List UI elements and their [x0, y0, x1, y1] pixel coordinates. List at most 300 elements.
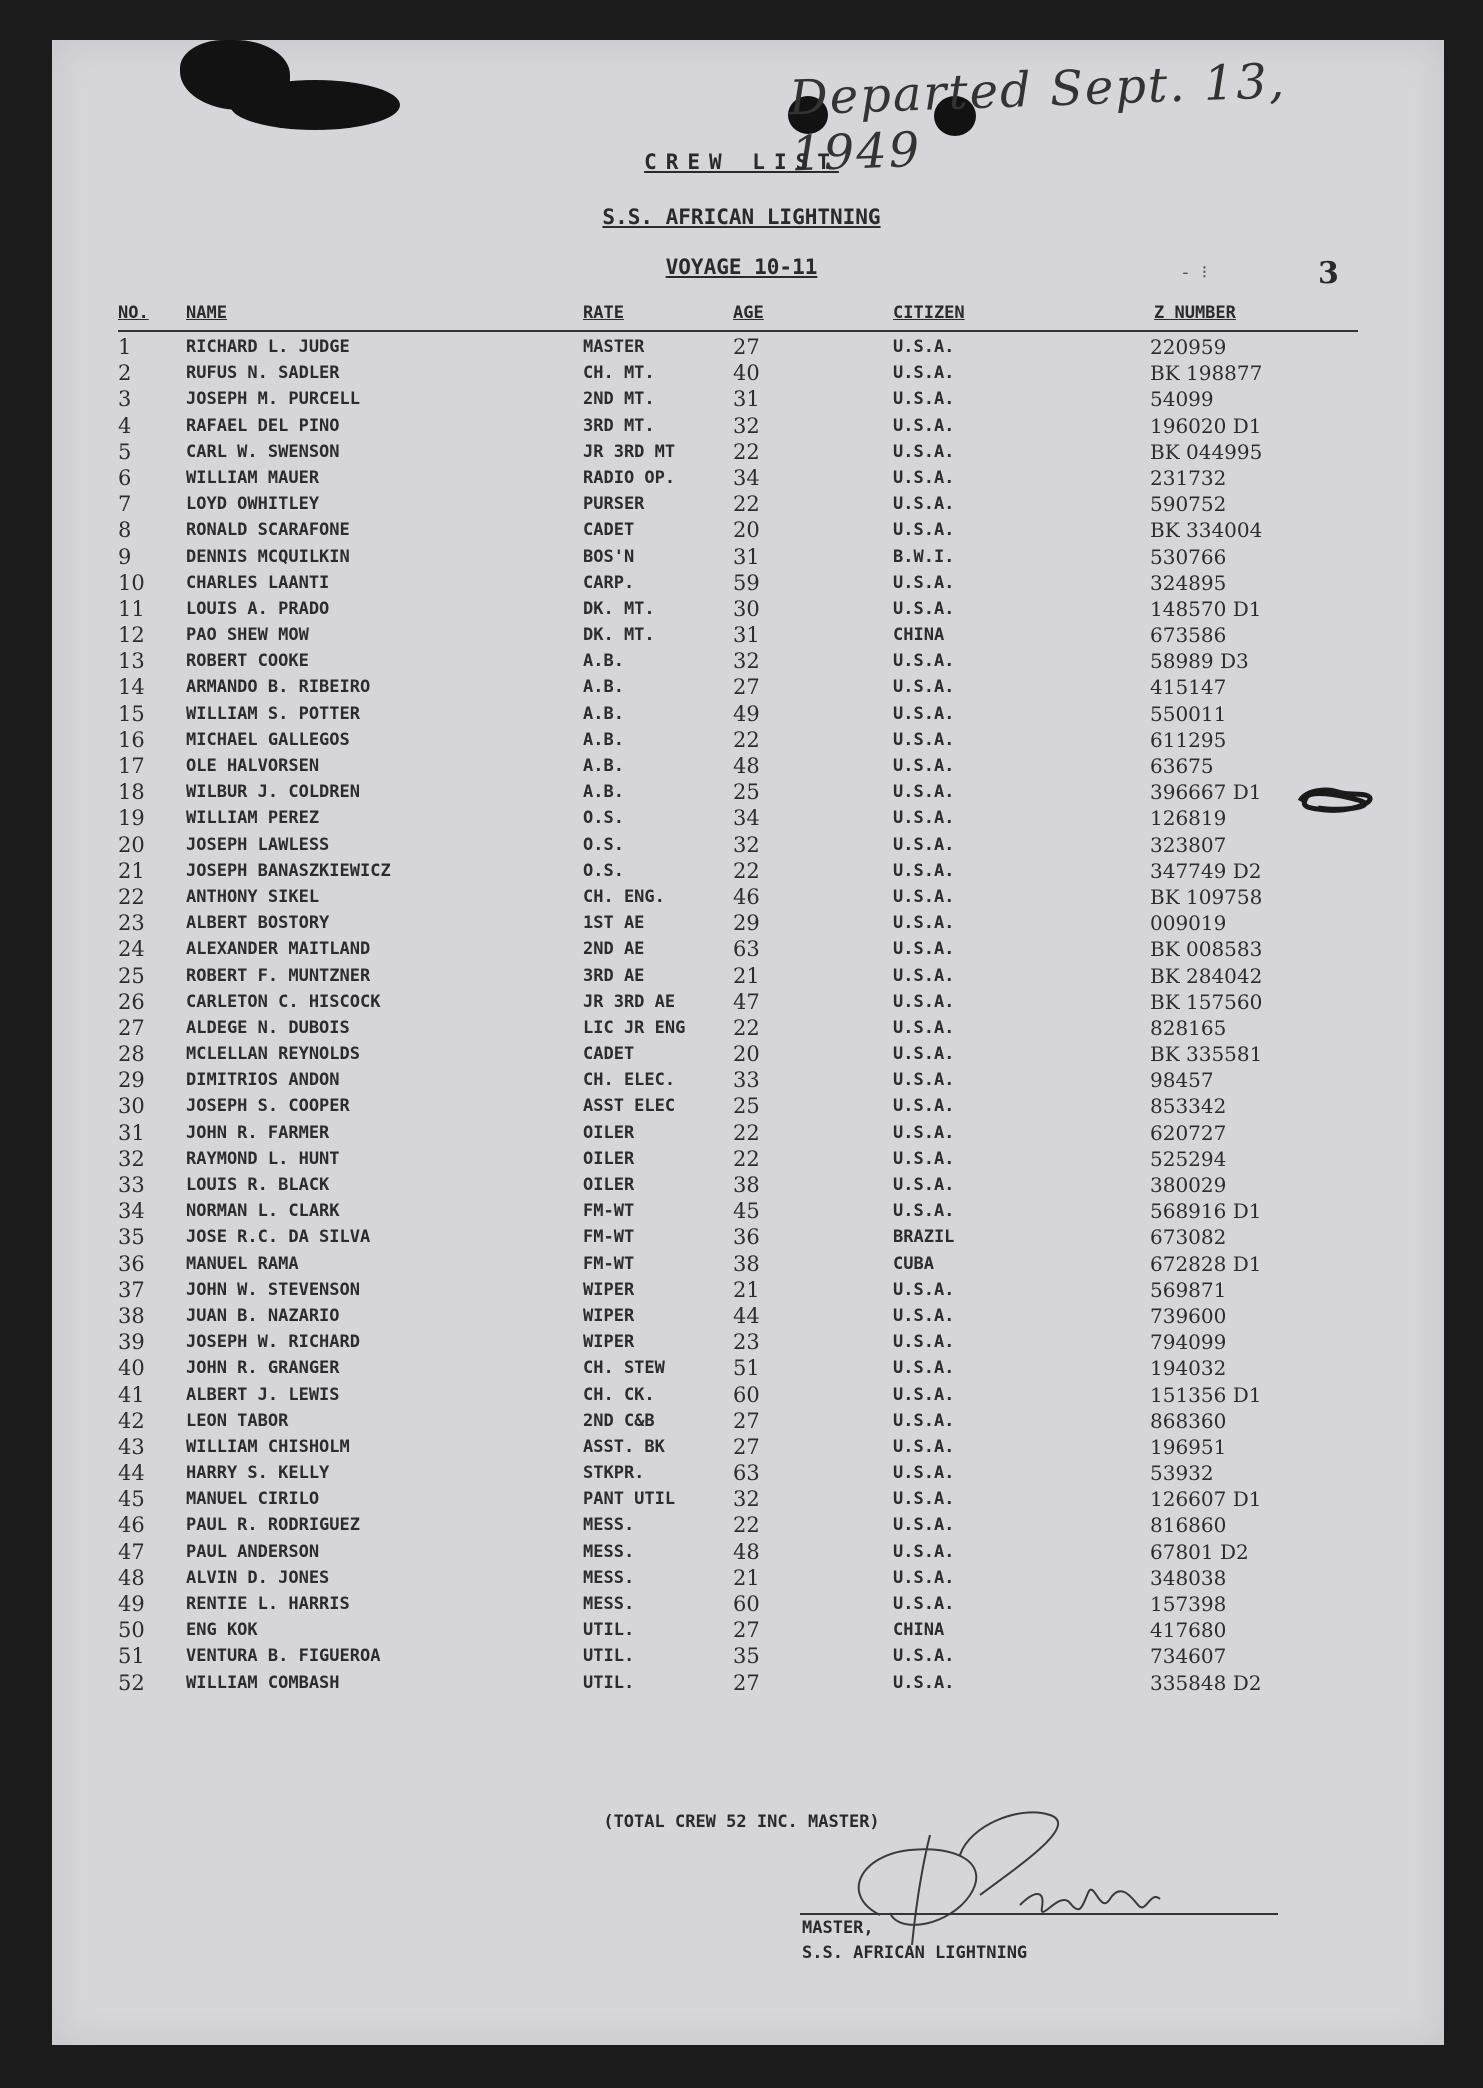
- crew-z-number: 54099: [1150, 387, 1214, 412]
- crew-z-number: 196020 D1: [1150, 413, 1262, 438]
- crew-age: 46: [733, 884, 760, 909]
- crew-z-number: 794099: [1150, 1330, 1227, 1355]
- crew-number: 13: [118, 649, 145, 674]
- crew-age: 35: [733, 1644, 760, 1669]
- crew-age: 48: [733, 1539, 760, 1564]
- crew-citizen: U.S.A.: [893, 1410, 955, 1431]
- crew-z-number: 530766: [1150, 544, 1227, 569]
- crew-number: 39: [118, 1330, 145, 1355]
- column-header-citizen: CITIZEN: [893, 303, 965, 323]
- crew-name: LOUIS R. BLACK: [186, 1175, 330, 1195]
- crew-citizen: U.S.A.: [893, 1017, 955, 1038]
- crew-citizen: U.S.A.: [893, 337, 955, 357]
- crew-z-number: 417680: [1150, 1618, 1227, 1643]
- crew-rate: A.B.: [583, 677, 624, 698]
- table-row: [0, 1565, 1483, 1591]
- crew-number: 6: [118, 465, 132, 490]
- signature-line: [800, 1913, 1278, 1915]
- crew-age: 51: [733, 1356, 760, 1381]
- crew-z-number: 734607: [1150, 1644, 1227, 1669]
- crew-number: 43: [118, 1434, 145, 1459]
- crew-age: 38: [733, 1251, 760, 1276]
- crew-rate: UTIL.: [583, 1672, 635, 1693]
- crew-number: 51: [118, 1644, 145, 1669]
- crew-number: 5: [118, 439, 132, 464]
- crew-name: RICHARD L. JUDGE: [186, 337, 350, 357]
- table-row: [0, 544, 1483, 570]
- crew-rate: FM-WT: [583, 1227, 635, 1248]
- crew-z-number: 347749 D2: [1150, 858, 1262, 883]
- crew-citizen: U.S.A.: [893, 1541, 955, 1562]
- document-title: CREW LIST: [644, 150, 839, 174]
- crew-z-number: BK 109758: [1150, 884, 1263, 909]
- crew-name: PAUL R. RODRIGUEZ: [186, 1515, 360, 1536]
- signature-title: MASTER,: [802, 1918, 874, 1938]
- table-row: [0, 1382, 1483, 1408]
- crew-name: VENTURA B. FIGUEROA: [186, 1646, 381, 1667]
- crew-name: RENTIE L. HARRIS: [186, 1594, 350, 1614]
- crew-z-number: 58989 D3: [1150, 649, 1249, 674]
- crew-rate: CH. CK.: [583, 1384, 655, 1405]
- crew-rate: A.B.: [583, 651, 624, 672]
- crew-name: WILLIAM COMBASH: [186, 1672, 340, 1693]
- handwritten-date: Departed Sept. 13, 1949: [788, 53, 1287, 183]
- crew-number: 28: [118, 1042, 145, 1067]
- crew-rate: BOS'N: [583, 546, 635, 567]
- crew-z-number: 335848 D2: [1150, 1670, 1262, 1695]
- crew-age: 30: [733, 596, 760, 621]
- crew-rate: RADIO OP.: [583, 467, 676, 488]
- crew-rate: JR 3RD MT: [583, 441, 676, 462]
- crew-z-number: BK 157560: [1150, 989, 1263, 1014]
- table-row: [0, 1539, 1483, 1565]
- crew-z-number: 220959: [1150, 335, 1227, 359]
- crew-rate: ASST. BK: [583, 1436, 665, 1457]
- crew-citizen: U.S.A.: [893, 598, 955, 619]
- crew-name: ANTHONY SIKEL: [186, 886, 320, 907]
- table-row: [0, 1643, 1483, 1669]
- crew-rate: 1ST AE: [583, 913, 645, 934]
- crew-age: 48: [733, 754, 760, 778]
- table-row: [0, 1120, 1483, 1146]
- crew-citizen: U.S.A.: [893, 1201, 955, 1222]
- crew-number: 9: [118, 544, 132, 569]
- crew-name: OLE HALVORSEN: [186, 756, 320, 776]
- column-header-no: NO.: [118, 303, 149, 323]
- table-row: [0, 910, 1483, 936]
- crew-z-number: 151356 D1: [1150, 1382, 1262, 1407]
- crew-z-number: 323807: [1150, 832, 1227, 857]
- crew-citizen: U.S.A.: [893, 1044, 955, 1065]
- crew-rate: 3RD AE: [583, 965, 645, 986]
- crew-rate: MASTER: [583, 337, 645, 357]
- crew-name: HARRY S. KELLY: [186, 1463, 330, 1484]
- crew-name: WILBUR J. COLDREN: [186, 782, 360, 803]
- crew-z-number: BK 335581: [1150, 1042, 1263, 1067]
- crew-number: 11: [118, 596, 145, 621]
- table-row: [0, 570, 1483, 596]
- crew-name: JUAN B. NAZARIO: [186, 1305, 340, 1326]
- table-row: [0, 1041, 1483, 1067]
- crew-citizen: U.S.A.: [893, 389, 955, 410]
- table-row: [0, 1460, 1483, 1486]
- crew-citizen: U.S.A.: [893, 756, 955, 776]
- table-row: [0, 1172, 1483, 1198]
- crew-age: 32: [733, 413, 760, 438]
- crew-name: RAYMOND L. HUNT: [186, 1148, 340, 1169]
- crew-number: 44: [118, 1461, 145, 1486]
- crew-z-number: 194032: [1150, 1356, 1227, 1381]
- crew-name: MANUEL CIRILO: [186, 1489, 320, 1510]
- crew-age: 27: [733, 1408, 760, 1433]
- table-row: [0, 596, 1483, 622]
- table-row: [0, 963, 1483, 989]
- crew-rate: MESS.: [583, 1594, 635, 1614]
- crew-name: ENG KOK: [186, 1620, 258, 1641]
- crew-citizen: U.S.A.: [893, 886, 955, 907]
- crew-rate: 2ND C&B: [583, 1410, 655, 1431]
- crew-citizen: U.S.A.: [893, 494, 955, 515]
- crew-rate: MESS.: [583, 1515, 635, 1536]
- crew-citizen: U.S.A.: [893, 1175, 955, 1195]
- crew-citizen: U.S.A.: [893, 1305, 955, 1326]
- crew-table: [0, 334, 1483, 1696]
- crew-citizen: U.S.A.: [893, 1148, 955, 1169]
- crew-age: 22: [733, 439, 760, 464]
- crew-name: JOSEPH BANASZKIEWICZ: [186, 860, 391, 881]
- crew-name: RONALD SCARAFONE: [186, 520, 350, 541]
- crew-age: 31: [733, 544, 760, 569]
- table-row: [0, 648, 1483, 674]
- crew-z-number: 324895: [1150, 570, 1227, 595]
- crew-name: JOHN R. FARMER: [186, 1122, 330, 1143]
- crew-age: 34: [733, 465, 760, 490]
- crew-age: 36: [733, 1225, 760, 1250]
- crew-number: 19: [118, 806, 145, 831]
- crew-citizen: U.S.A.: [893, 1515, 955, 1536]
- crew-name: CARLETON C. HISCOCK: [186, 991, 381, 1012]
- crew-name: ALVIN D. JONES: [186, 1567, 330, 1588]
- page-mark: - ⁝: [1180, 262, 1208, 283]
- crew-z-number: 231732: [1150, 465, 1227, 490]
- crew-citizen: B.W.I.: [893, 546, 955, 567]
- crew-citizen: U.S.A.: [893, 363, 955, 384]
- crew-z-number: 816860: [1150, 1513, 1227, 1538]
- crew-number: 33: [118, 1173, 145, 1197]
- crew-rate: WIPER: [583, 1279, 635, 1300]
- crew-citizen: U.S.A.: [893, 808, 955, 829]
- crew-name: DENNIS MCQUILKIN: [186, 546, 350, 567]
- crew-number: 49: [118, 1592, 145, 1616]
- crew-number: 36: [118, 1251, 145, 1276]
- crew-citizen: U.S.A.: [893, 677, 955, 698]
- crew-citizen: U.S.A.: [893, 1332, 955, 1353]
- table-row: [0, 674, 1483, 700]
- crew-age: 60: [733, 1592, 760, 1616]
- crew-name: ALBERT J. LEWIS: [186, 1384, 340, 1405]
- table-row: [0, 1146, 1483, 1172]
- crew-rate: CADET: [583, 520, 635, 541]
- table-row: [0, 1512, 1483, 1538]
- crew-name: RUFUS N. SADLER: [186, 363, 340, 384]
- crew-name: JOSEPH S. COOPER: [186, 1096, 350, 1117]
- crew-number: 18: [118, 780, 145, 805]
- crew-number: 8: [118, 518, 132, 543]
- table-row: [0, 936, 1483, 962]
- crew-number: 21: [118, 858, 145, 883]
- crew-number: 22: [118, 884, 145, 909]
- table-row: [0, 884, 1483, 910]
- crew-citizen: U.S.A.: [893, 703, 955, 724]
- crew-number: 27: [118, 1015, 145, 1040]
- crew-rate: OILER: [583, 1122, 635, 1143]
- crew-number: 41: [118, 1382, 145, 1407]
- table-row: [0, 413, 1483, 439]
- crew-z-number: 525294: [1150, 1146, 1227, 1171]
- crew-z-number: 868360: [1150, 1408, 1227, 1433]
- page-number: 3: [1318, 256, 1339, 291]
- crew-z-number: 853342: [1150, 1094, 1227, 1119]
- column-header-name: NAME: [186, 303, 227, 323]
- crew-citizen: U.S.A.: [893, 1567, 955, 1588]
- crew-z-number: 126607 D1: [1150, 1487, 1262, 1512]
- crew-z-number: 739600: [1150, 1303, 1227, 1328]
- table-row: [0, 1355, 1483, 1381]
- crew-z-number: 380029: [1150, 1173, 1227, 1197]
- crew-age: 27: [733, 335, 760, 359]
- table-row: [0, 858, 1483, 884]
- crew-age: 22: [733, 858, 760, 883]
- crew-name: WILLIAM CHISHOLM: [186, 1436, 350, 1457]
- crew-age: 27: [733, 1670, 760, 1695]
- crew-age: 20: [733, 1042, 760, 1067]
- crew-age: 31: [733, 387, 760, 412]
- crew-age: 60: [733, 1382, 760, 1407]
- crew-number: 12: [118, 623, 145, 648]
- crew-name: PAO SHEW MOW: [186, 625, 309, 646]
- crew-z-number: BK 198877: [1150, 361, 1263, 386]
- table-row: [0, 622, 1483, 648]
- crew-age: 21: [733, 1277, 760, 1302]
- table-row: [0, 1303, 1483, 1329]
- crew-z-number: 590752: [1150, 492, 1227, 517]
- crew-citizen: U.S.A.: [893, 1436, 955, 1457]
- crew-age: 22: [733, 727, 760, 752]
- crew-number: 20: [118, 832, 145, 857]
- table-row: [0, 1617, 1483, 1643]
- crew-rate: CH. ENG.: [583, 886, 665, 907]
- crew-age: 32: [733, 1487, 760, 1512]
- crew-number: 34: [118, 1199, 145, 1224]
- crew-name: JOSEPH LAWLESS: [186, 834, 330, 855]
- crew-age: 32: [733, 832, 760, 857]
- crew-z-number: BK 008583: [1150, 937, 1263, 962]
- crew-name: JOSEPH M. PURCELL: [186, 389, 360, 410]
- crew-citizen: CHINA: [893, 625, 945, 646]
- crew-number: 48: [118, 1565, 145, 1590]
- table-row: [0, 465, 1483, 491]
- crew-number: 40: [118, 1356, 145, 1381]
- crew-name: MICHAEL GALLEGOS: [186, 729, 350, 750]
- crew-number: 37: [118, 1277, 145, 1302]
- crew-number: 30: [118, 1094, 145, 1119]
- table-row: [0, 386, 1483, 412]
- crew-age: 29: [733, 911, 760, 936]
- crew-age: 21: [733, 963, 760, 988]
- table-row: [0, 779, 1483, 805]
- crew-name: LOUIS A. PRADO: [186, 598, 330, 619]
- crew-name: ROBERT COOKE: [186, 651, 309, 672]
- crew-number: 15: [118, 701, 145, 726]
- crew-name: ROBERT F. MUNTZNER: [186, 965, 371, 986]
- crew-age: 25: [733, 780, 760, 805]
- table-row: [0, 360, 1483, 386]
- crew-citizen: U.S.A.: [893, 1672, 955, 1693]
- crew-z-number: 673586: [1150, 623, 1227, 648]
- table-row: [0, 1093, 1483, 1119]
- table-row: [0, 1067, 1483, 1093]
- crew-citizen: U.S.A.: [893, 939, 955, 960]
- crew-number: 24: [118, 937, 145, 962]
- table-row: [0, 989, 1483, 1015]
- crew-rate: CARP.: [583, 572, 635, 593]
- crew-number: 16: [118, 727, 145, 752]
- crew-number: 29: [118, 1068, 145, 1093]
- crew-citizen: U.S.A.: [893, 1463, 955, 1484]
- crew-rate: O.S.: [583, 834, 624, 855]
- crew-number: 47: [118, 1539, 145, 1564]
- crew-z-number: 568916 D1: [1150, 1199, 1262, 1224]
- crew-name: MANUEL RAMA: [186, 1253, 299, 1274]
- crew-citizen: U.S.A.: [893, 467, 955, 488]
- voyage-number: VOYAGE 10-11: [665, 255, 818, 279]
- crew-number: 1: [118, 335, 132, 359]
- crew-z-number: 611295: [1150, 727, 1227, 752]
- crew-age: 27: [733, 1618, 760, 1643]
- crew-name: PAUL ANDERSON: [186, 1541, 320, 1562]
- table-row: [0, 701, 1483, 727]
- crew-name: JOHN W. STEVENSON: [186, 1279, 360, 1300]
- table-row: [0, 1224, 1483, 1250]
- column-header-z-number: Z NUMBER: [1154, 303, 1236, 323]
- ship-name: S.S. AFRICAN LIGHTNING: [602, 205, 881, 229]
- crew-citizen: U.S.A.: [893, 965, 955, 986]
- crew-rate: 2ND AE: [583, 939, 645, 960]
- crew-age: 63: [733, 937, 760, 962]
- crew-rate: PURSER: [583, 494, 645, 515]
- crew-number: 4: [118, 413, 132, 438]
- crew-rate: MESS.: [583, 1567, 635, 1588]
- crew-age: 22: [733, 1146, 760, 1171]
- crew-number: 35: [118, 1225, 145, 1250]
- crew-citizen: U.S.A.: [893, 860, 955, 881]
- crew-citizen: U.S.A.: [893, 1279, 955, 1300]
- crew-age: 25: [733, 1094, 760, 1119]
- crew-citizen: U.S.A.: [893, 782, 955, 803]
- crew-age: 23: [733, 1330, 760, 1355]
- crew-name: WILLIAM S. POTTER: [186, 703, 360, 724]
- table-row: [0, 439, 1483, 465]
- table-row: [0, 1198, 1483, 1224]
- crew-number: 3: [118, 387, 132, 412]
- crew-age: 22: [733, 492, 760, 517]
- crew-number: 26: [118, 989, 145, 1014]
- crew-age: 44: [733, 1303, 760, 1328]
- crew-z-number: 67801 D2: [1150, 1539, 1249, 1564]
- crew-name: JOSEPH W. RICHARD: [186, 1332, 360, 1353]
- crew-rate: STKPR.: [583, 1463, 645, 1484]
- crew-rate: LIC JR ENG: [583, 1017, 686, 1038]
- crew-rate: O.S.: [583, 808, 624, 829]
- crew-z-number: 828165: [1150, 1015, 1227, 1040]
- crew-z-number: 98457: [1150, 1068, 1214, 1093]
- crew-name: MCLELLAN REYNOLDS: [186, 1044, 360, 1065]
- crew-z-number: 126819: [1150, 806, 1227, 831]
- crew-z-number: 63675: [1150, 754, 1214, 778]
- crew-number: 32: [118, 1146, 145, 1171]
- crew-rate: OILER: [583, 1148, 635, 1169]
- crew-age: 27: [733, 1434, 760, 1459]
- crew-name: ALDEGE N. DUBOIS: [186, 1017, 350, 1038]
- crew-citizen: BRAZIL: [893, 1227, 955, 1248]
- crew-citizen: CHINA: [893, 1620, 945, 1641]
- crew-name: ARMANDO B. RIBEIRO: [186, 677, 371, 698]
- crew-z-number: 620727: [1150, 1120, 1227, 1145]
- crew-citizen: U.S.A.: [893, 572, 955, 593]
- crew-number: 10: [118, 570, 145, 595]
- crew-age: 22: [733, 1120, 760, 1145]
- crew-number: 23: [118, 911, 145, 936]
- crew-name: ALBERT BOSTORY: [186, 913, 330, 934]
- crew-citizen: U.S.A.: [893, 834, 955, 855]
- crew-z-number: 53932: [1150, 1461, 1214, 1486]
- crew-age: 45: [733, 1199, 760, 1224]
- crew-rate: 3RD MT.: [583, 415, 655, 436]
- crew-name: WILLIAM MAUER: [186, 467, 320, 488]
- table-row: [0, 805, 1483, 831]
- crew-citizen: U.S.A.: [893, 1070, 955, 1091]
- crew-number: 17: [118, 754, 145, 778]
- crew-age: 59: [733, 570, 760, 595]
- crew-rate: CADET: [583, 1044, 635, 1065]
- column-header-age: AGE: [733, 303, 764, 323]
- crew-citizen: U.S.A.: [893, 1122, 955, 1143]
- ink-blot: [230, 80, 400, 130]
- table-row: [0, 491, 1483, 517]
- table-row: [0, 832, 1483, 858]
- crew-rate: A.B.: [583, 782, 624, 803]
- crew-rate: A.B.: [583, 756, 624, 776]
- table-row: [0, 1408, 1483, 1434]
- crew-rate: MESS.: [583, 1541, 635, 1562]
- crew-age: 40: [733, 361, 760, 386]
- table-row: [0, 517, 1483, 543]
- crew-age: 49: [733, 701, 760, 726]
- crew-citizen: CUBA: [893, 1253, 934, 1274]
- crew-rate: FM-WT: [583, 1253, 635, 1274]
- table-row: [0, 1251, 1483, 1277]
- crew-number: 2: [118, 361, 132, 386]
- crew-number: 7: [118, 492, 132, 517]
- crew-z-number: BK 334004: [1150, 518, 1263, 543]
- crew-citizen: U.S.A.: [893, 1096, 955, 1117]
- crew-name: NORMAN L. CLARK: [186, 1201, 340, 1222]
- crew-name: ALEXANDER MAITLAND: [186, 939, 371, 960]
- crew-age: 27: [733, 675, 760, 700]
- crew-citizen: U.S.A.: [893, 441, 955, 462]
- column-header-rate: RATE: [583, 303, 624, 323]
- crew-name: LOYD OWHITLEY: [186, 494, 320, 515]
